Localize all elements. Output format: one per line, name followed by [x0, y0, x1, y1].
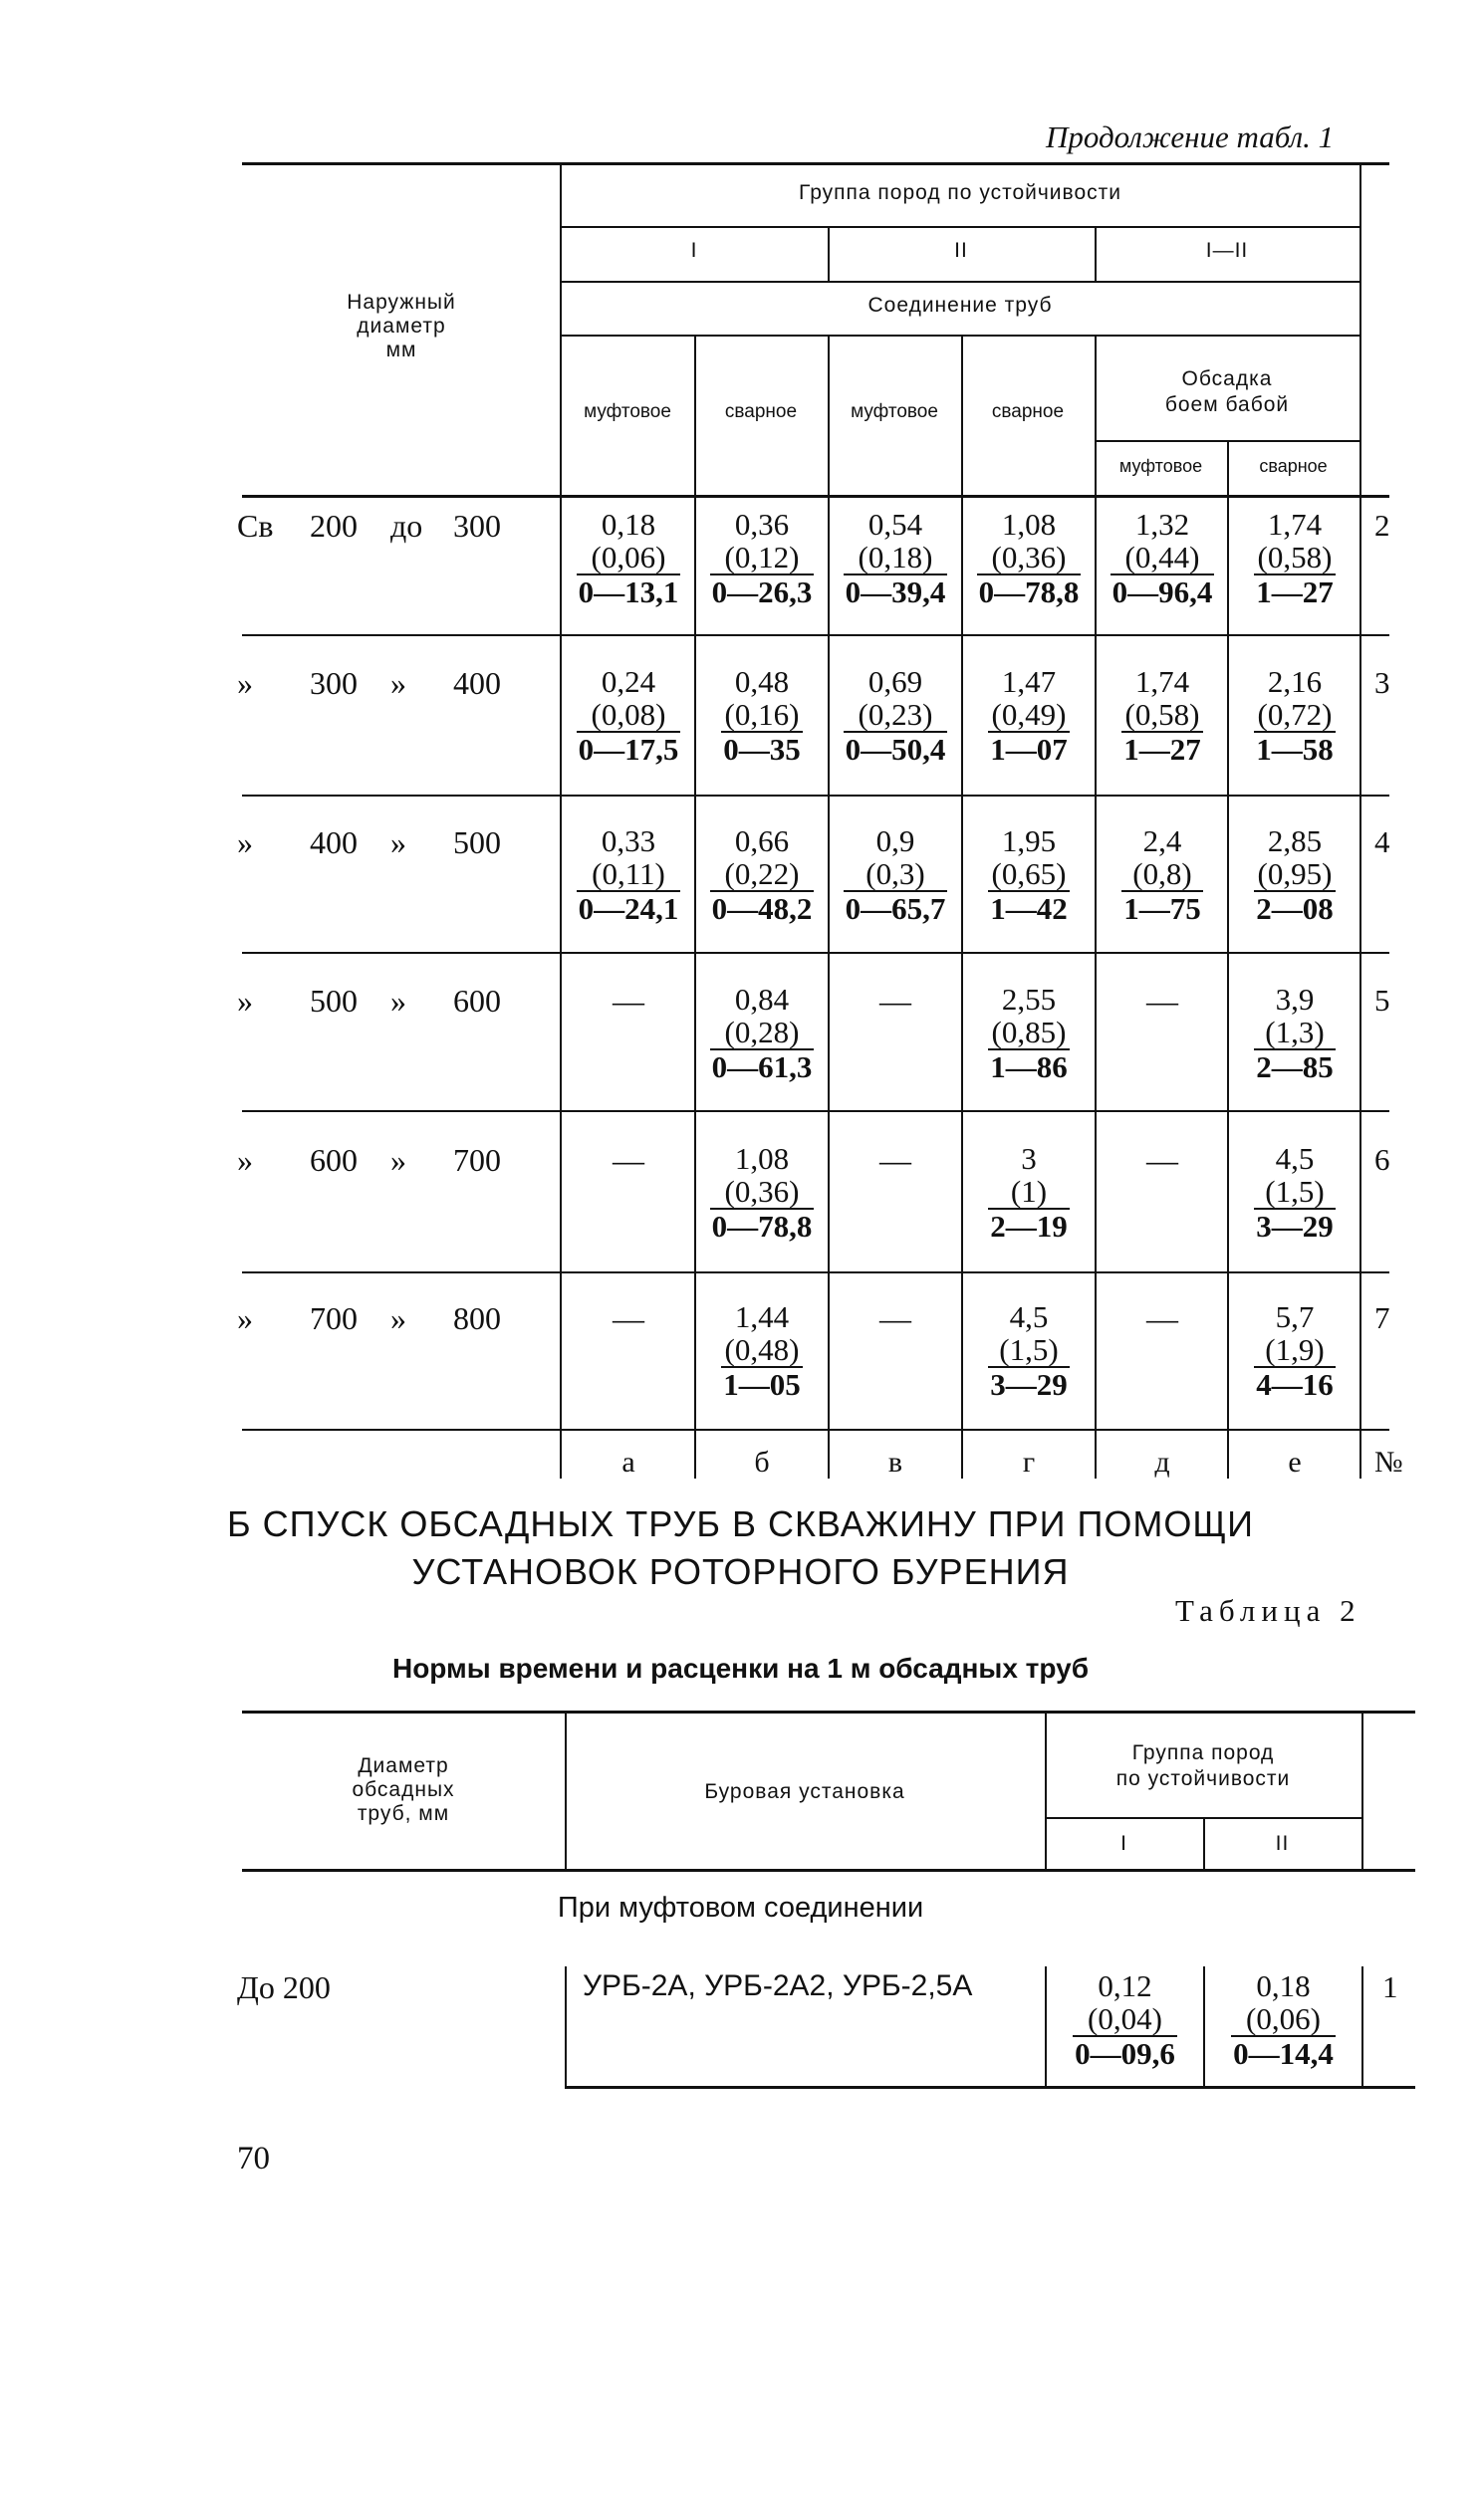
t2-header-line: обсадных	[352, 1778, 455, 1801]
time-norm-alt: (0,58)	[1257, 540, 1333, 574]
time-norm: 2,16	[1267, 664, 1323, 699]
row-label-part: »	[237, 665, 253, 701]
time-norm: 1,74	[1267, 507, 1323, 542]
rate-value: 0—14,4	[1233, 2036, 1334, 2071]
table-cell	[963, 665, 1095, 766]
row-label-part: »	[390, 1300, 406, 1336]
time-norm: 4,5	[1275, 1141, 1315, 1176]
row-label-part: 300	[453, 508, 501, 544]
t2-header-group-i: I	[1120, 1832, 1127, 1855]
row-label-part: до	[390, 508, 423, 544]
row-label-part: 300	[310, 665, 358, 701]
rate-value: 0—13,1	[578, 574, 679, 609]
row-label-part: 500	[453, 824, 501, 860]
section-heading-line: Б СПУСК ОБСАДНЫХ ТРУБ В СКВАЖИНУ ПРИ ПОМОЩИ	[227, 1503, 1254, 1544]
time-norm-alt: (0,04)	[1088, 2001, 1162, 2036]
row-label-part: »	[390, 1142, 406, 1178]
rate-value: 1—42	[990, 891, 1068, 926]
column-rule	[1361, 1711, 1363, 1870]
table-cell	[1229, 1300, 1360, 1401]
row-rule	[242, 634, 1389, 636]
rate-value: 0—96,4	[1111, 574, 1213, 609]
rate-value: 1—27	[1256, 574, 1334, 609]
time-norm: 1,95	[1001, 823, 1057, 858]
time-norm-alt: (0,49)	[991, 697, 1067, 732]
row-label	[0, 665, 558, 705]
time-norm: 0,48	[734, 664, 790, 699]
t2-row-number: 1	[1382, 1969, 1398, 2004]
time-norm-alt: (0,06)	[591, 540, 666, 574]
time-norm-alt: (0,16)	[724, 697, 800, 732]
header-welded: сварное	[724, 401, 798, 422]
time-norm-alt: (1,5)	[999, 1332, 1059, 1367]
rate-value: 0—39,4	[845, 574, 946, 609]
time-norm: 5,7	[1275, 1299, 1315, 1334]
table-2-title: Нормы времени и расценки на 1 м обсадных труб	[391, 1653, 1089, 1684]
row-label-part: 200	[310, 508, 358, 544]
row-label	[0, 1142, 558, 1182]
table-2-label: Таблица 2	[1175, 1593, 1361, 1628]
t2-header-line: труб, мм	[357, 1802, 450, 1825]
time-norm-alt: (0,36)	[991, 540, 1067, 574]
table-cell-dash: —	[879, 1300, 911, 1336]
table-cell	[696, 824, 828, 925]
time-norm-alt: (1,9)	[1265, 1332, 1325, 1367]
table-cell-dash: —	[613, 1300, 644, 1336]
row-label	[0, 824, 558, 864]
row-label-part: 700	[310, 1300, 358, 1336]
t2-header-rig: Буровая установка	[704, 1780, 905, 1803]
row-label-part: 800	[453, 1300, 501, 1336]
time-norm-alt: (0,85)	[991, 1015, 1067, 1049]
time-norm-alt: (1,3)	[1265, 1015, 1325, 1049]
header-group-i: I	[690, 239, 698, 262]
row-label-part: »	[390, 665, 406, 701]
time-norm: 0,9	[875, 823, 915, 858]
row-label-part: »	[390, 824, 406, 860]
column-letter: а	[621, 1446, 635, 1479]
time-norm-alt: (0,28)	[724, 1015, 800, 1049]
row-rule	[242, 1110, 1389, 1112]
header-group-i-ii: I—II	[1205, 239, 1249, 262]
rate-value: 0—65,7	[845, 891, 946, 926]
rate-value: 0—09,6	[1075, 2036, 1175, 2071]
row-label-part: »	[390, 983, 406, 1019]
number-column-label: №	[1374, 1446, 1403, 1479]
rate-value: 1—07	[990, 732, 1068, 767]
rate-value: 0—78,8	[978, 574, 1080, 609]
t2-row-diameter: До 200	[237, 1969, 331, 2005]
table-cell	[696, 1142, 828, 1243]
time-norm: 0,69	[867, 664, 923, 699]
table-cell	[1097, 508, 1228, 608]
time-norm-alt: (0,72)	[1257, 697, 1333, 732]
header-welded: сварное	[991, 401, 1065, 422]
time-norm-alt: (0,22)	[724, 856, 800, 891]
t2-header-line: Группа пород	[1131, 1741, 1275, 1764]
rate-value: 1—27	[1123, 732, 1201, 767]
column-rule	[565, 1966, 567, 2086]
row-label-part: 400	[310, 824, 358, 860]
time-norm: 0,12	[1098, 1968, 1152, 2003]
header-rule	[561, 226, 1359, 228]
time-norm: 0,54	[867, 507, 923, 542]
header-bottom-rule	[242, 495, 1389, 498]
table-cell	[830, 665, 961, 766]
rate-value: 2—08	[1256, 891, 1334, 926]
time-norm: 0,18	[1256, 1968, 1311, 2003]
time-norm-alt: (0,3)	[865, 856, 925, 891]
table-cell-dash: —	[1146, 1300, 1178, 1336]
rate-value: 0—26,3	[711, 574, 813, 609]
time-norm: 4,5	[1009, 1299, 1049, 1334]
time-norm: 1,08	[1001, 507, 1057, 542]
row-label	[0, 508, 558, 548]
t2-header-line: Диаметр	[358, 1754, 449, 1777]
time-norm: 2,55	[1001, 982, 1057, 1017]
table-cell-dash: —	[879, 1142, 911, 1178]
row-label-part: 400	[453, 665, 501, 701]
table-cell	[1229, 983, 1360, 1083]
time-norm-alt: (0,44)	[1124, 540, 1200, 574]
header-bottom-rule	[242, 1869, 1415, 1872]
header-hammer-line: Обсадка	[1181, 367, 1273, 390]
rate-value: 0—17,5	[578, 732, 679, 767]
header-joint: Соединение труб	[867, 294, 1053, 317]
t2-header-diameter	[242, 1754, 565, 1826]
rate-value: 1—05	[723, 1367, 801, 1402]
table-top-rule	[242, 1711, 1415, 1714]
header-group-ii: II	[954, 239, 968, 262]
t2-header-line: по устойчивости	[1115, 1767, 1291, 1790]
t2-header-rock-group	[1045, 1740, 1361, 1792]
table-cell	[1229, 1142, 1360, 1243]
rate-value: 0—78,8	[711, 1209, 813, 1244]
section-heading-line: УСТАНОВОК РОТОРНОГО БУРЕНИЯ	[411, 1551, 1070, 1592]
time-norm-alt: (0,8)	[1132, 856, 1192, 891]
header-hammer	[1095, 366, 1359, 418]
header-coupling: муфтовое	[1118, 456, 1203, 476]
header-diameter	[242, 291, 561, 362]
page-number: 70	[237, 2141, 270, 2176]
table-cell	[1097, 824, 1228, 925]
row-rule	[242, 952, 1389, 954]
time-norm-alt: (0,11)	[592, 856, 665, 891]
row-number: 2	[1374, 508, 1390, 543]
rate-value: 0—24,1	[578, 891, 679, 926]
time-norm-alt: (0,65)	[991, 856, 1067, 891]
row-number: 7	[1374, 1300, 1390, 1335]
row-label	[0, 983, 558, 1023]
time-norm: 3	[1021, 1141, 1037, 1176]
column-rule	[1361, 1966, 1363, 2086]
t2-header-group-ii: II	[1275, 1832, 1290, 1855]
time-norm: 1,44	[734, 1299, 790, 1334]
time-norm: 0,36	[734, 507, 790, 542]
row-label-part: 700	[453, 1142, 501, 1178]
table-cell	[563, 508, 694, 608]
column-letter: д	[1154, 1446, 1170, 1479]
rate-value: 2—85	[1256, 1049, 1334, 1084]
time-norm: 1,32	[1134, 507, 1190, 542]
row-label-part: »	[237, 824, 253, 860]
table-cell-dash: —	[613, 983, 644, 1019]
time-norm: 0,66	[734, 823, 790, 858]
rate-value: 2—19	[990, 1209, 1068, 1244]
time-norm: 0,24	[601, 664, 656, 699]
table-cell	[1229, 665, 1360, 766]
time-norm: 2,85	[1267, 823, 1323, 858]
time-norm: 1,08	[734, 1141, 790, 1176]
time-norm-alt: (0,06)	[1246, 2001, 1321, 2036]
row-label-part: 600	[310, 1142, 358, 1178]
rate-value: 3—29	[990, 1367, 1068, 1402]
header-hammer-line: боем бабой	[1164, 393, 1290, 416]
header-coupling: муфтовое	[851, 401, 938, 422]
time-norm-alt: (0,48)	[724, 1332, 800, 1367]
time-norm: 0,18	[601, 507, 656, 542]
table-cell	[1047, 1969, 1203, 2070]
time-norm-alt: (0,12)	[724, 540, 800, 574]
rate-value: 1—75	[1123, 891, 1201, 926]
row-number: 4	[1374, 824, 1390, 859]
table-cell	[963, 983, 1095, 1083]
time-norm-alt: (0,23)	[858, 697, 933, 732]
t2-row-rig: УРБ-2А, УРБ-2А2, УРБ-2,5А	[583, 1969, 973, 2002]
time-norm-alt: (1,5)	[1265, 1174, 1325, 1209]
time-norm: 2,4	[1142, 823, 1182, 858]
row-label-part: 600	[453, 983, 501, 1019]
row-number: 6	[1374, 1142, 1390, 1177]
table-cell	[696, 983, 828, 1083]
rate-value: 4—16	[1256, 1367, 1334, 1402]
column-letter: г	[1022, 1446, 1036, 1479]
time-norm: 0,33	[601, 823, 656, 858]
row-rule	[242, 1429, 1389, 1431]
table-cell	[963, 508, 1095, 608]
table-cell	[1205, 1969, 1361, 2070]
time-norm: 1,47	[1001, 664, 1057, 699]
table-cell	[963, 824, 1095, 925]
header-welded: сварное	[1259, 456, 1328, 476]
rate-value: 3—29	[1256, 1209, 1334, 1244]
time-norm-alt: (0,36)	[724, 1174, 800, 1209]
table-bottom-rule	[565, 2086, 1415, 2089]
table-cell-dash: —	[1146, 983, 1178, 1019]
time-norm: 1,74	[1134, 664, 1190, 699]
table-cell	[1229, 508, 1360, 608]
table-cell	[1097, 665, 1228, 766]
table-cell	[830, 508, 961, 608]
time-norm: 0,84	[734, 982, 790, 1017]
header-rule	[561, 335, 1359, 337]
row-label-part: Св	[237, 508, 274, 544]
row-number: 5	[1374, 983, 1390, 1018]
header-rock-group: Группа пород по устойчивости	[799, 181, 1121, 204]
table-cell	[696, 1300, 828, 1401]
header-coupling: муфтовое	[584, 401, 671, 422]
table-cell-dash: —	[1146, 1142, 1178, 1178]
header-diameter-line: мм	[385, 339, 417, 361]
continuation-label: Продолжение табл. 1	[1046, 119, 1335, 154]
table-cell	[830, 824, 961, 925]
header-diameter-line: Наружный	[347, 291, 456, 314]
rate-value: 0—35	[723, 732, 801, 767]
row-label	[0, 1300, 558, 1340]
header-diameter-line: диаметр	[357, 315, 446, 338]
rate-value: 0—48,2	[711, 891, 813, 926]
time-norm: 3,9	[1275, 982, 1315, 1017]
table-cell	[563, 824, 694, 925]
row-rule	[242, 1271, 1389, 1273]
column-letter: б	[754, 1446, 770, 1479]
rate-value: 0—50,4	[845, 732, 946, 767]
rate-value: 1—86	[990, 1049, 1068, 1084]
table-cell	[696, 508, 828, 608]
column-rule	[1359, 162, 1361, 1479]
time-norm-alt: (0,08)	[591, 697, 666, 732]
row-rule	[242, 795, 1389, 797]
row-label-part: »	[237, 1142, 253, 1178]
row-label-part: 500	[310, 983, 358, 1019]
table-cell	[563, 665, 694, 766]
column-letter: е	[1288, 1446, 1302, 1479]
t2-section-label: При муфтовом соединении	[557, 1892, 924, 1924]
table-cell	[963, 1300, 1095, 1401]
row-number: 3	[1374, 665, 1390, 700]
time-norm-alt: (0,18)	[858, 540, 933, 574]
time-norm-alt: (0,95)	[1257, 856, 1333, 891]
row-label-part: »	[237, 1300, 253, 1336]
time-norm-alt: (0,58)	[1124, 697, 1200, 732]
table-cell-dash: —	[613, 1142, 644, 1178]
table-cell-dash: —	[879, 983, 911, 1019]
table-top-rule	[242, 162, 1389, 165]
header-rule	[561, 281, 1359, 283]
time-norm-alt: (1)	[1010, 1174, 1048, 1209]
row-label-part: »	[237, 983, 253, 1019]
table-cell	[1229, 824, 1360, 925]
rate-value: 0—61,3	[711, 1049, 813, 1084]
table-cell	[963, 1142, 1095, 1243]
column-letter: в	[887, 1446, 903, 1479]
rate-value: 1—58	[1256, 732, 1334, 767]
table-cell	[696, 665, 828, 766]
